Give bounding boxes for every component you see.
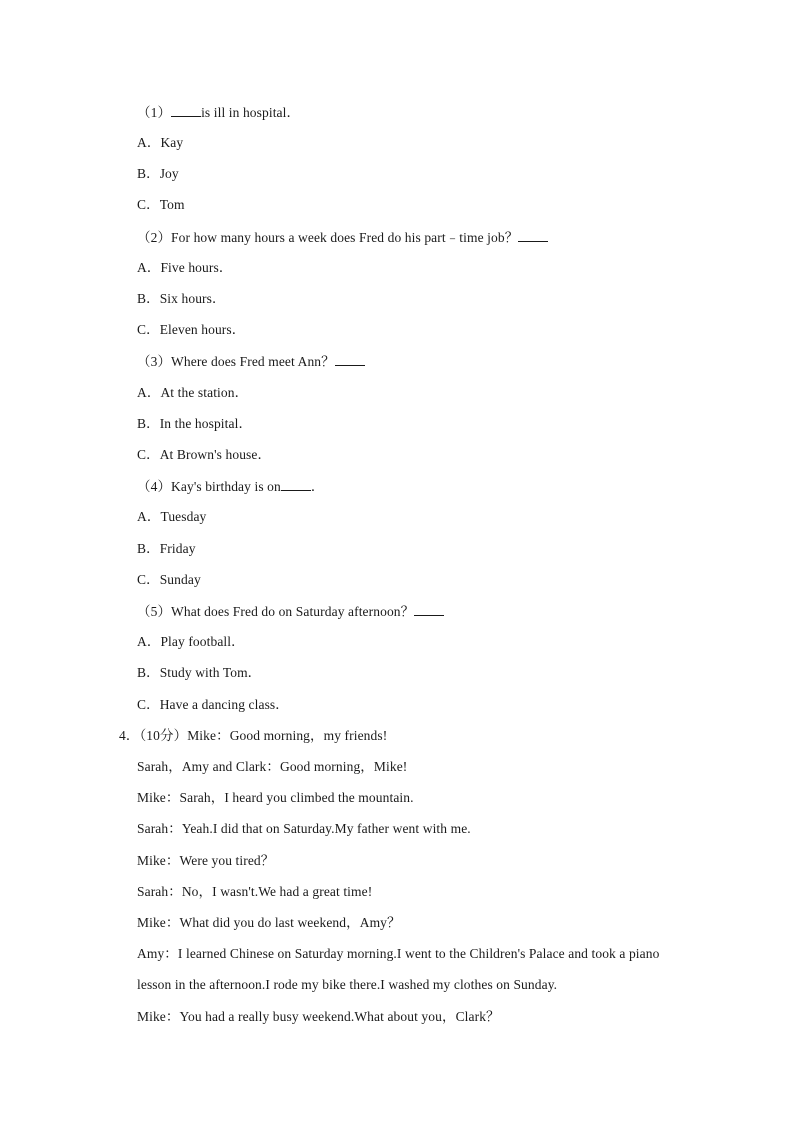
dialogue-line: Amy：I learned Chinese on Saturday morning.I went to the Children's Palace and took a piano: [137, 946, 660, 961]
question-2-option-c: C．Eleven hours．: [137, 322, 246, 337]
question-3-option-b: B．In the hospital．: [137, 416, 253, 431]
question-5-option-c: C．Have a dancing class．: [137, 697, 289, 712]
answer-blank: [414, 603, 444, 616]
answer-blank: [171, 104, 201, 117]
dialogue-line: Mike：Were you tired？: [137, 853, 275, 868]
dialogue-line: Mike：Sarah，I heard you climbed the mountain.: [137, 790, 414, 805]
question-1-option-c: C．Tom: [137, 197, 185, 212]
question-1-number: （1）: [137, 105, 172, 120]
answer-blank: [335, 353, 365, 366]
question-4-option-c: C．Sunday: [137, 572, 201, 587]
question-1-prompt: [137, 104, 300, 121]
question-3-prompt: [137, 353, 365, 370]
dialogue-line: Mike：You had a really busy weekend.What about you，Clark？: [137, 1009, 500, 1024]
question-5-text: （5）What does Fred do on Saturday afternoon？: [137, 604, 415, 619]
question-4-option-b: B．Friday: [137, 541, 196, 556]
dialogue-line: Sarah，Amy and Clark：Good morning，Mike!: [137, 759, 408, 774]
dialogue-line: Mike：What did you do last weekend，Amy？: [137, 915, 401, 930]
question-2-text: （2）For how many hours a week does Fred do his part﹣time job？: [137, 230, 519, 245]
question-1-option-b: B．Joy: [137, 166, 179, 181]
question-4-prompt: [137, 478, 324, 495]
question-5-option-a: A．Play football．: [137, 634, 245, 649]
section-4-first-line: [119, 728, 387, 744]
answer-blank: [281, 478, 311, 491]
section-4-score: （10分）: [139, 728, 188, 743]
question-1-text: is ill in hospital．: [201, 105, 301, 120]
section-4-number: 4．: [119, 728, 140, 743]
question-4-text: （4）Kay's birthday is on: [137, 479, 281, 494]
question-3-text: （3）Where does Fred meet Ann？: [137, 354, 335, 369]
dialogue-line: Sarah：Yeah.I did that on Saturday.My father went with me.: [137, 821, 471, 836]
answer-blank: [518, 229, 548, 242]
dialogue-line: Sarah：No，I wasn't.We had a great time!: [137, 884, 373, 899]
question-3-option-c: C．At Brown's house．: [137, 447, 272, 462]
question-1-option-a: A．Kay: [137, 135, 184, 150]
question-3-option-a: A．At the station．: [137, 385, 249, 400]
question-5-prompt: [137, 603, 444, 620]
question-4-option-a: A．Tuesday: [137, 509, 207, 524]
question-2-option-b: B．Six hours．: [137, 291, 226, 306]
dialogue-line: lesson in the afternoon.I rode my bike there.I washed my clothes on Sunday.: [137, 977, 558, 992]
question-2-option-a: A．Five hours．: [137, 260, 233, 275]
question-5-option-b: B．Study with Tom．: [137, 665, 262, 680]
question-4-end: ．: [310, 479, 325, 494]
question-2-prompt: [137, 229, 548, 246]
dialogue-line: Mike：Good morning，my friends!: [187, 728, 388, 743]
